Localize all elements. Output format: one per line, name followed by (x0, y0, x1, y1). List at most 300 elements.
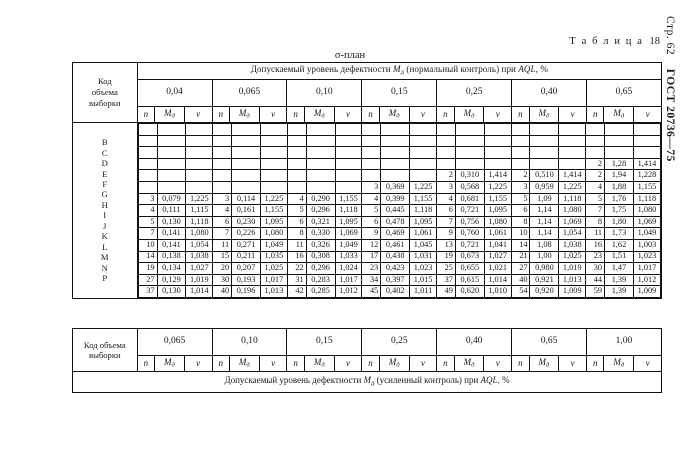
lower-sym-v-4: v (484, 356, 512, 372)
table-cell: 1,414 (559, 170, 586, 182)
table-cell: 0,134 (157, 263, 186, 275)
table-cell: 1,155 (260, 205, 287, 217)
table-cell (306, 170, 335, 182)
table-cell: 1,080 (484, 216, 511, 228)
table-cell: 0,399 (381, 193, 410, 205)
lower-aql-group-4: 0,40 (437, 329, 512, 356)
table-cell (484, 135, 511, 147)
sample-code: G (101, 189, 109, 200)
table-cell (157, 181, 186, 193)
table-cell: 0,478 (381, 216, 410, 228)
table-row (138, 124, 660, 136)
lower-sym-v-2: v (334, 356, 362, 372)
table-cell: 4 (138, 205, 157, 217)
table-cell (157, 135, 186, 147)
table-cell (157, 158, 186, 170)
table-cell: 1,025 (260, 263, 287, 275)
table-cell: 1,021 (484, 263, 511, 275)
sample-code: J (103, 220, 107, 231)
table-cell (138, 124, 157, 136)
table-cell: 11 (586, 228, 605, 240)
table-cell: 7 (586, 205, 605, 217)
table-cell: 0,130 (157, 216, 186, 228)
table-cell: 0,980 (530, 263, 559, 275)
table-cell: 1,73 (605, 228, 634, 240)
table-cell (186, 170, 213, 182)
table-cell (232, 158, 261, 170)
lower-aql-group-row (73, 329, 662, 356)
code-header-line2: объема (91, 87, 118, 98)
table-cell: 1,013 (260, 286, 287, 298)
table-cell: 0,920 (530, 286, 559, 298)
table-cell (306, 158, 335, 170)
table-cell: 1,118 (559, 193, 586, 205)
lower-symbol-row (73, 356, 662, 372)
table-cell (335, 170, 362, 182)
table-cell (410, 158, 437, 170)
table-cell: 44 (586, 274, 605, 286)
lower-aql-group-1: 0,10 (212, 329, 287, 356)
table-cell: 1,118 (186, 216, 213, 228)
table-cell: 1,080 (559, 205, 586, 217)
table-cell: 0,959 (530, 181, 559, 193)
table-cell: 1,025 (559, 251, 586, 263)
table-cell: 1,061 (484, 228, 511, 240)
table-cell (410, 124, 437, 136)
table-cell: 5 (362, 205, 381, 217)
table-cell (306, 181, 335, 193)
table-row (138, 286, 660, 298)
table-cell (559, 135, 586, 147)
table-cell (335, 181, 362, 193)
side-header-text (664, 16, 676, 162)
sample-code: P (102, 273, 108, 284)
table-cell: 23 (586, 251, 605, 263)
table-cell (287, 124, 306, 136)
sym-m-2: $M_д$ (304, 107, 334, 123)
standard-label: ГОСТ 20736—75 (664, 68, 676, 162)
code-column-header (73, 63, 138, 123)
table-cell: 1,023 (633, 251, 660, 263)
table-row (138, 170, 660, 182)
table-cell (186, 181, 213, 193)
symbol-row (73, 107, 662, 123)
sample-size-code-list (73, 123, 138, 299)
table-cell (530, 124, 559, 136)
table-cell: 0,445 (381, 205, 410, 217)
table-cell: 3 (437, 181, 456, 193)
table-cell (186, 158, 213, 170)
table-cell (605, 135, 634, 147)
table-cell: 19 (437, 251, 456, 263)
table-cell: 1,75 (605, 205, 634, 217)
sample-code: M (100, 252, 109, 263)
table-cell: 1,003 (633, 239, 660, 251)
table-cell (511, 147, 530, 159)
table-cell: 7 (437, 216, 456, 228)
table-row (138, 263, 660, 275)
table-cell: 3 (362, 181, 381, 193)
table-cell: 0,290 (306, 193, 335, 205)
table-cell: 0,568 (455, 181, 484, 193)
table-cell: 0,760 (455, 228, 484, 240)
table-cell: 1,88 (605, 181, 634, 193)
data-block-row (73, 123, 662, 299)
table-cell: 6 (511, 205, 530, 217)
sym-m-3: $M_д$ (379, 107, 409, 123)
table-cell (335, 124, 362, 136)
table-cell: 0,129 (157, 274, 186, 286)
table-cell: 3 (138, 193, 157, 205)
table-cell (260, 170, 287, 182)
lower-code-column-header (73, 329, 138, 372)
table-cell: 1,015 (410, 274, 437, 286)
reinforced-control-table (72, 328, 662, 393)
table-cell: 9 (437, 228, 456, 240)
table-cell: 1,038 (559, 239, 586, 251)
aql-group-2: 0,10 (287, 80, 362, 107)
lower-sym-m-5: $M_д$ (529, 356, 559, 372)
table-cell: 12 (362, 239, 381, 251)
table-cell (232, 170, 261, 182)
table-row (138, 274, 660, 286)
lower-sym-m-0: $M_д$ (155, 356, 185, 372)
table-cell: 1,94 (605, 170, 634, 182)
table-cell (410, 147, 437, 159)
table-row (138, 147, 660, 159)
lower-footer-row (73, 372, 662, 393)
lower-sym-n-3: n (362, 356, 379, 372)
code-header-line1: Код (97, 76, 112, 87)
table-cell: 0,130 (157, 286, 186, 298)
table-cell: 40 (511, 274, 530, 286)
table-cell: 2 (437, 170, 456, 182)
table-cell: 6 (362, 216, 381, 228)
table-cell: 1,031 (410, 251, 437, 263)
table-cell (410, 135, 437, 147)
sym-n-5: n (512, 107, 529, 123)
sym-m-0: $M_д$ (155, 107, 185, 123)
table-cell: 0,141 (157, 239, 186, 251)
table-cell: 1,80 (605, 216, 634, 228)
table-cell: 0,321 (306, 216, 335, 228)
table-cell: 1,118 (335, 205, 362, 217)
table-row (138, 181, 660, 193)
table-cell (306, 147, 335, 159)
table-cell: 1,017 (633, 263, 660, 275)
lower-sym-n-4: n (437, 356, 454, 372)
table-cell: 0,138 (157, 251, 186, 263)
table-cell (157, 170, 186, 182)
sample-code: L (102, 241, 108, 252)
aql-group-row (73, 80, 662, 107)
table-cell: 19 (138, 263, 157, 275)
lower-aql-group-5: 0,65 (512, 329, 587, 356)
table-cell: 5 (287, 205, 306, 217)
table-cell: 3 (213, 193, 232, 205)
table-cell: 3 (511, 181, 530, 193)
aql-group-0: 0,04 (137, 80, 212, 107)
table-cell (455, 124, 484, 136)
table-cell: 37 (138, 286, 157, 298)
page-number-label: Стр. 62 (664, 16, 676, 56)
lower-code-header-line1: Код объема (83, 339, 126, 350)
table-cell: 1,049 (260, 239, 287, 251)
sym-n-4: n (437, 107, 454, 123)
table-cell: 8 (586, 216, 605, 228)
table-cell: 1,62 (605, 239, 634, 251)
table-cell: 1,080 (186, 228, 213, 240)
aql-group-6: 0,65 (586, 80, 661, 107)
table-cell (362, 147, 381, 159)
table-cell: 2 (586, 170, 605, 182)
table-cell: 45 (362, 286, 381, 298)
table-cell (186, 147, 213, 159)
table-cell (213, 135, 232, 147)
table-cell: 0,721 (455, 205, 484, 217)
table-cell (437, 147, 456, 159)
table-cell: 0,620 (455, 286, 484, 298)
table-cell (381, 158, 410, 170)
table-cell (335, 135, 362, 147)
table-cell: 5 (586, 193, 605, 205)
lower-sym-m-4: $M_д$ (454, 356, 484, 372)
aql-group-1: 0,065 (212, 80, 287, 107)
table-cell: 8 (287, 228, 306, 240)
table-row (138, 228, 660, 240)
table-cell: 1,027 (186, 263, 213, 275)
table-cell: 1,115 (186, 205, 213, 217)
table-cell: 1,049 (633, 228, 660, 240)
sym-v-1: v (259, 107, 287, 123)
table-cell: 4 (437, 193, 456, 205)
table-cell: 1,51 (605, 251, 634, 263)
table-cell (455, 147, 484, 159)
lower-sym-n-0: n (137, 356, 154, 372)
table-cell: 1,011 (410, 286, 437, 298)
table-cell: 1,009 (559, 286, 586, 298)
table-row (138, 205, 660, 217)
data-matrix-container (137, 123, 661, 299)
aql-main-header: Допускаемый уровень дефектности $M_д$ (нормальный контроль) при AQL, % (137, 63, 661, 80)
table-cell (287, 147, 306, 159)
table-cell (484, 147, 511, 159)
table-cell: 11 (287, 239, 306, 251)
table-cell: 0,397 (381, 274, 410, 286)
table-cell: 0,326 (306, 239, 335, 251)
sym-v-2: v (334, 107, 362, 123)
table-cell (586, 124, 605, 136)
table-cell: 1,017 (335, 274, 362, 286)
table-cell: 0,079 (157, 193, 186, 205)
table-cell: 1,28 (605, 158, 634, 170)
table-cell: 4 (586, 181, 605, 193)
table-caption (569, 36, 660, 47)
table-cell: 1,228 (633, 170, 660, 182)
sym-m-4: $M_д$ (454, 107, 484, 123)
table-cell: 1,013 (559, 274, 586, 286)
table-cell: 23 (362, 263, 381, 275)
table-cell: 59 (586, 286, 605, 298)
table-cell: 42 (287, 286, 306, 298)
table-row (138, 158, 660, 170)
table-cell (362, 124, 381, 136)
table-cell: 0,330 (306, 228, 335, 240)
table-cell: 0,271 (232, 239, 261, 251)
table-cell (511, 158, 530, 170)
table-cell (213, 124, 232, 136)
table-cell (287, 135, 306, 147)
table-cell: 0,461 (381, 239, 410, 251)
table-cell: 1,08 (530, 239, 559, 251)
table-cell (381, 135, 410, 147)
table-cell (138, 147, 157, 159)
table-cell: 1,080 (633, 205, 660, 217)
page-side-header (664, 16, 696, 266)
table-cell: 1,035 (260, 251, 287, 263)
table-cell: 0,469 (381, 228, 410, 240)
table-row (138, 135, 660, 147)
lower-sym-v-3: v (409, 356, 437, 372)
table-cell: 0,211 (232, 251, 261, 263)
table-number: 18 (649, 36, 660, 47)
data-matrix (138, 123, 661, 298)
sym-n-0: n (137, 107, 154, 123)
lower-code-header-line2: выборки (89, 350, 121, 360)
table-cell: 4 (362, 193, 381, 205)
table-cell (559, 147, 586, 159)
defect-level-table (72, 62, 662, 299)
table-cell: 1,118 (410, 205, 437, 217)
table-cell: 54 (511, 286, 530, 298)
table-cell: 1,024 (335, 263, 362, 275)
table-cell: 1,095 (410, 216, 437, 228)
lower-sym-m-2: $M_д$ (304, 356, 334, 372)
table-cell: 1,033 (335, 251, 362, 263)
table-cell: 0,402 (381, 286, 410, 298)
table-cell (260, 135, 287, 147)
table-cell: 0,111 (157, 205, 186, 217)
table-cell (186, 135, 213, 147)
table-row (138, 251, 660, 263)
table-cell (455, 158, 484, 170)
sample-code: E (102, 168, 108, 179)
sym-v-4: v (484, 107, 512, 123)
aql-group-3: 0,15 (362, 80, 437, 107)
sym-v-0: v (184, 107, 212, 123)
table-cell: 8 (511, 216, 530, 228)
sym-n-6: n (586, 107, 603, 123)
table-cell: 1,14 (530, 205, 559, 217)
table-cell (335, 147, 362, 159)
table-cell: 14 (138, 251, 157, 263)
table-cell (586, 147, 605, 159)
table-cell (287, 181, 306, 193)
table-cell: 1,155 (335, 193, 362, 205)
sym-m-5: $M_д$ (529, 107, 559, 123)
lower-sym-v-5: v (559, 356, 587, 372)
table-cell: 25 (437, 263, 456, 275)
table-cell: 0,310 (455, 170, 484, 182)
reinforced-control-footer: Допускаемый уровень дефектности $M_д$ (усиленный контроль) при AQL, % (73, 372, 662, 393)
table-cell (138, 181, 157, 193)
table-cell: 1,225 (559, 181, 586, 193)
table-cell (437, 158, 456, 170)
aql-group-5: 0,40 (512, 80, 587, 107)
table-header-row (73, 63, 662, 80)
table-cell: 1,041 (484, 239, 511, 251)
table-cell (260, 158, 287, 170)
table-cell (260, 124, 287, 136)
lower-sym-m-1: $M_д$ (229, 356, 259, 372)
table-cell: 0,283 (306, 274, 335, 286)
table-row (138, 216, 660, 228)
table-cell: 27 (138, 274, 157, 286)
sym-n-3: n (362, 107, 379, 123)
table-cell: 1,00 (530, 251, 559, 263)
table-cell: 21 (511, 251, 530, 263)
table-cell: 1,414 (484, 170, 511, 182)
table-cell: 0,673 (455, 251, 484, 263)
table-cell (381, 170, 410, 182)
table-cell (260, 147, 287, 159)
table-cell (633, 135, 660, 147)
table-cell (381, 124, 410, 136)
table-cell: 6 (213, 216, 232, 228)
sym-v-3: v (409, 107, 437, 123)
sample-code: F (102, 179, 108, 189)
table-cell: 1,019 (186, 274, 213, 286)
table-cell: 1,023 (410, 263, 437, 275)
table-cell (605, 147, 634, 159)
table-cell (530, 158, 559, 170)
table-cell: 1,038 (186, 251, 213, 263)
table-cell (437, 124, 456, 136)
table-cell: 1,019 (559, 263, 586, 275)
table-cell: 1,47 (605, 263, 634, 275)
table-cell: 1,069 (559, 216, 586, 228)
table-cell: 1,39 (605, 274, 634, 286)
table-cell (633, 124, 660, 136)
table-cell (232, 135, 261, 147)
table-cell: 0,510 (530, 170, 559, 182)
table-cell: 20 (213, 263, 232, 275)
table-cell: 34 (362, 274, 381, 286)
table-cell: 15 (213, 251, 232, 263)
table-cell: 1,049 (335, 239, 362, 251)
table-cell: 1,061 (410, 228, 437, 240)
table-cell: 1,225 (260, 193, 287, 205)
table-cell (306, 135, 335, 147)
sym-m-6: $M_д$ (604, 107, 634, 123)
table-cell (157, 124, 186, 136)
table-cell: 6 (287, 216, 306, 228)
table-cell (410, 170, 437, 182)
lower-aql-group-3: 0,25 (362, 329, 437, 356)
lower-aql-group-2: 0,15 (287, 329, 362, 356)
table-cell (559, 124, 586, 136)
table-cell (213, 147, 232, 159)
table-cell: 1,155 (484, 193, 511, 205)
table-cell: 27 (511, 263, 530, 275)
sample-code: C (101, 147, 108, 158)
table-cell: 16 (586, 239, 605, 251)
table-cell (287, 158, 306, 170)
table-cell: 1,045 (410, 239, 437, 251)
lower-sym-v-6: v (634, 356, 662, 372)
table-cell: 0,296 (306, 263, 335, 275)
table-cell (511, 124, 530, 136)
